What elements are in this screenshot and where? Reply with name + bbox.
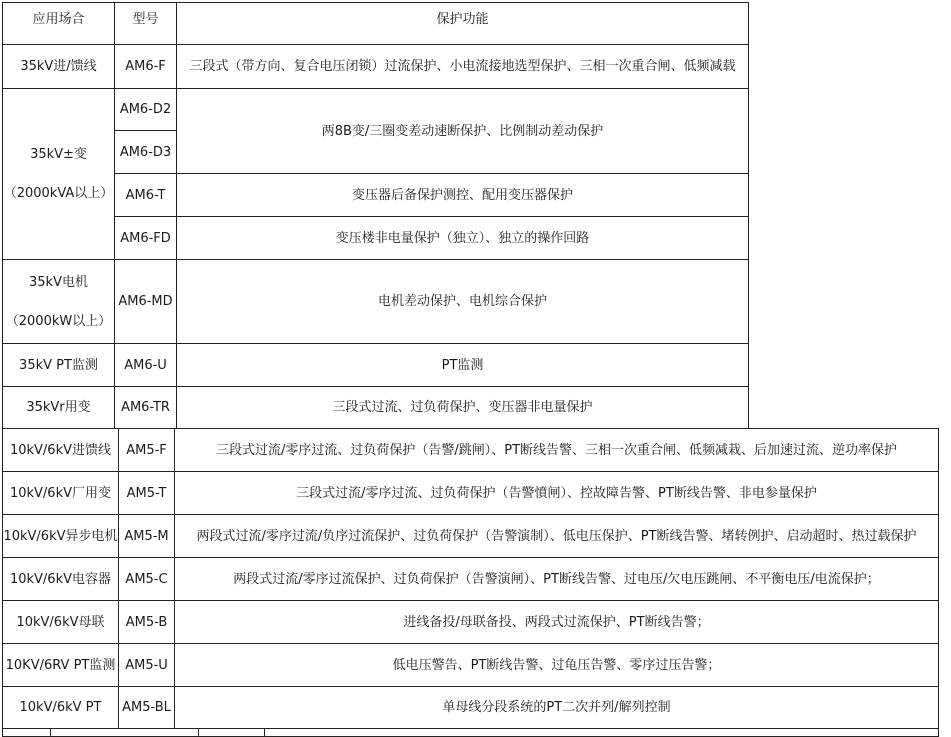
scenario-cell: 10KV/6RV PT监测: [3, 644, 119, 687]
scenario-cell: [3, 89, 115, 260]
scenario-cell: [3, 260, 115, 344]
model-cell: AM6-D2: [115, 89, 177, 131]
scenario-cell: 10kV/6kV PT: [3, 687, 119, 729]
empty-cell: [3, 729, 51, 737]
scenario-cell: 10kV/6kV异步电机: [3, 515, 119, 558]
header-function: 保护功能: [177, 3, 749, 45]
table-10kv: [2, 428, 939, 729]
model-cell: AM5-BL: [119, 687, 175, 729]
scenario-line: 35kV电机: [29, 274, 88, 290]
table-row: [3, 601, 939, 644]
scenario-cell: 10kV/6kV母联: [3, 601, 119, 644]
table-row: [3, 387, 749, 429]
function-cell: 进线备投/母联备投、两段式过流保护、PT断线告警；: [175, 601, 939, 644]
scenario-cell: 35kV PT监测: [3, 344, 115, 387]
model-cell: AM6-U: [115, 344, 177, 387]
model-cell: AM6-T: [115, 174, 177, 217]
scenario-line: （2000kVA以上）: [3, 186, 114, 201]
function-cell: 低电压警告、PT断线告警、过龟压告警、零序过压告警；: [175, 644, 939, 687]
table-row: [3, 429, 939, 472]
table-row: [3, 687, 939, 729]
table-row: [3, 89, 749, 131]
table-row: [3, 174, 749, 217]
function-cell: 两段式过流/零序过流/负序过流保护、过负荷保护（告警演制）、低电压保护、PT断线告警、堵转例护、启动超时、热过载保护: [175, 515, 939, 558]
model-cell: AM6-FD: [115, 217, 177, 260]
table-row: [3, 472, 939, 515]
function-cell: 变压楼非电量保护（独立）、独立的操作回路: [177, 217, 749, 260]
function-cell: PT监测: [177, 344, 749, 387]
header-row: [3, 3, 749, 45]
model-cell: AM6-D3: [115, 131, 177, 174]
table-row: [3, 558, 939, 601]
scenario-cell: 35kVr用变: [3, 387, 115, 429]
model-cell: AM5-F: [119, 429, 175, 472]
function-cell: 两8B变/三圈变差动速断保护、比例制动差动保护: [177, 89, 749, 174]
header-scenario: 应用场合: [3, 3, 115, 45]
table-row: [3, 260, 749, 344]
header-model: 型号: [115, 3, 177, 45]
model-cell: AM5-C: [119, 558, 175, 601]
table-continuation: [2, 728, 939, 737]
empty-cell: [265, 729, 939, 737]
table-35kv: [2, 2, 749, 429]
table-row: [3, 644, 939, 687]
model-cell: AM5-M: [119, 515, 175, 558]
function-cell: 两段式过流/零序过流保护、过负荷保护（告警演闸）、PT断线告警、过电压/欠电压跳闸、不平衡电压/电流保护；: [175, 558, 939, 601]
scenario-cell: 10kV/6kV厂用变: [3, 472, 119, 515]
table-row: [3, 45, 749, 89]
function-cell: 单母线分段系统的PT二次并列/解列控制: [175, 687, 939, 729]
model-cell: AM5-U: [119, 644, 175, 687]
scenario-cell: 35kV进/馈线: [3, 45, 115, 89]
function-cell: 变压器后备保护测控、配用变压器保护: [177, 174, 749, 217]
model-cell: AM6-TR: [115, 387, 177, 429]
model-cell: AM5-B: [119, 601, 175, 644]
function-cell: 三段式过流/零序过流、过负荷保护（告警憤闸）、控故障告警、PT断线告警、非电参量保护: [175, 472, 939, 515]
function-cell: 电机差动保护、电机综合保护: [177, 260, 749, 344]
empty-cell: [199, 729, 265, 737]
table-row: [3, 217, 749, 260]
function-cell: 三段式过流、过负荷保护、变压器非电量保护: [177, 387, 749, 429]
scenario-cell: 10kV/6kV进馈线: [3, 429, 119, 472]
model-cell: AM6-F: [115, 45, 177, 89]
table-row: [3, 344, 749, 387]
function-cell: 三段式（带方向、复合电压闭锁）过流保护、小电流接地选型保护、三相一次重合闸、低频减载: [177, 45, 749, 89]
function-cell: 三段式过流/零序过流、过负荷保护（告警/跳闸）、PT断线告警、三相一次重合闸、低频减栽、后加速过流、逆功率保护: [175, 429, 939, 472]
table-row: [3, 515, 939, 558]
scenario-line: 35kV±变: [30, 147, 87, 162]
model-cell: AM5-T: [119, 472, 175, 515]
scenario-line: （2000kW以上）: [5, 313, 112, 329]
scenario-cell: 10kV/6kV电容器: [3, 558, 119, 601]
model-cell: AM6-MD: [115, 260, 177, 344]
empty-cell: [51, 729, 199, 737]
table-row: [3, 729, 939, 737]
